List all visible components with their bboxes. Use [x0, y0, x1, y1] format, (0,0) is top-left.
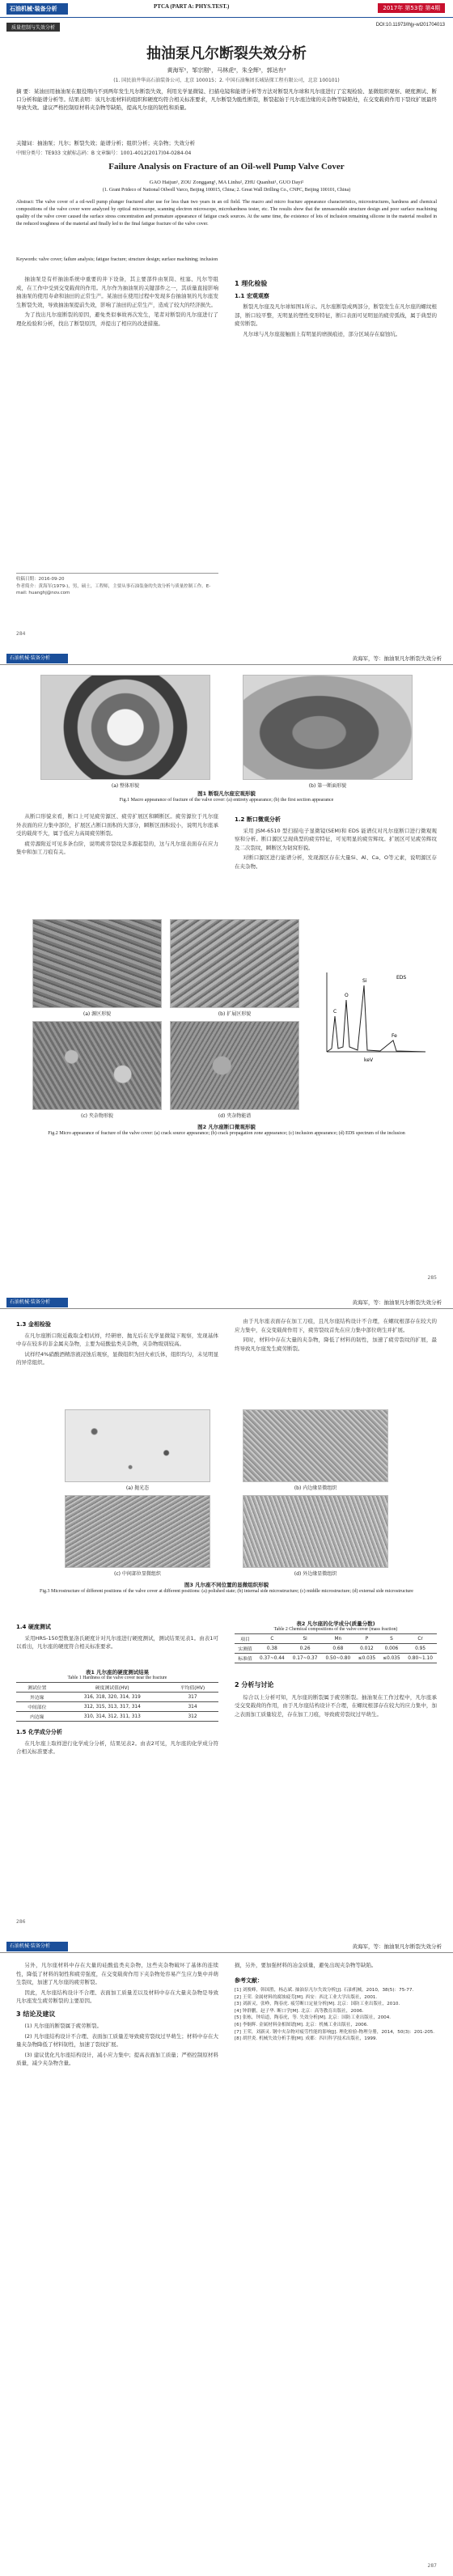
page-4: [0, 1932, 453, 2576]
eds-peak-label: O: [345, 993, 349, 998]
table-cell: 0.50~0.80: [321, 1654, 354, 1663]
body-right-column: [235, 1317, 437, 1354]
affiliations: (1. 国民油井华高石油装备公司，北京 100015；2. 中国石油集团长城钻探工程有限公司，北京 100101): [113, 78, 340, 83]
table-cell: 316, 318, 320, 314, 319: [58, 1693, 167, 1702]
journal-header: [0, 0, 453, 18]
table-header: 硬度测试值(HV): [58, 1683, 167, 1693]
journal-logo: 石油机械·装备分析: [6, 1942, 68, 1951]
table-title: 表2 凡尔座的化学成分(质量分数): [296, 1621, 375, 1627]
subcaption: (b) 第一断面形貌: [308, 783, 347, 789]
paragraph: 采用 JSM-6510 型扫描电子显微镜(SEM)和 EDS 能谱仪对凡尔座断口进行微观观察和分析。断口源区呈现典型的疲劳特征，可见明显的疲劳辉纹。扩展区可见疲劳辉纹及二次裂纹，瞬断区为韧窝形貌。: [235, 827, 437, 851]
reference-item: [6] 李炯辉. 金属材料金相图谱[M]. 北京：机械工业出版社，2006.: [235, 2022, 369, 2027]
paragraph: 同时，材料中存在大量的夹杂物，降低了材料的韧性，加速了疲劳裂纹的扩展，最终导致凡尔座发生疲劳断裂。: [235, 1337, 437, 1352]
journal-logo: 石油机械·装备分析: [6, 1298, 68, 1307]
figure-caption: 图3 凡尔座不同位置的显微组织形貌: [184, 1582, 269, 1588]
table-cell: 0.17~0.37: [289, 1654, 322, 1663]
subcaption: (b) 扩展区形貌: [218, 1011, 252, 1017]
paragraph: 由于凡尔座表面存在加工刀痕，且凡尔座结构设计不合理，在螺纹根部存在较大的应力集中，在交变载荷作用下，疲劳裂纹首先在应力集中部位萌生并扩展。: [235, 1318, 437, 1333]
table-title-en: Table 2 Chemical compositions of the valve cover (mass fraction): [273, 1627, 398, 1632]
micrograph-b: [243, 1409, 388, 1482]
subcaption: (d) 外边缘显微组织: [294, 1571, 337, 1577]
sem-image-c: [32, 1021, 162, 1110]
figure-1: [16, 675, 437, 804]
body-left-column-3: [16, 1725, 218, 1758]
table-cell: 0.95: [404, 1644, 437, 1654]
page-3: [0, 1288, 453, 1932]
paragraph: 损，另外，要加强材料的冶金质量，避免出现夹杂物等缺陷。: [235, 1962, 377, 1968]
journal-name: PTCA (PART A: PHYS.TEST.): [154, 3, 230, 10]
eds-peak-label: C: [333, 1009, 337, 1015]
table-cell: ≤0.035: [354, 1654, 379, 1663]
page-number: 286: [16, 1919, 26, 1925]
paragraph: 从断口形貌来看，断口上可见疲劳源区、疲劳扩展区和瞬断区。疲劳源位于凡尔座外表面的应力集中部位，扩展区占断口面积的大部分，瞬断区面积较小，说明凡尔座承受的载荷不大，属于低应力高周疲劳断裂。: [16, 813, 218, 837]
paragraph: 凡尔球与凡尔座接触面上有明显的磨损痕迹，部分区域存在腐蚀坑。: [243, 330, 401, 337]
sem-image-b: [170, 919, 299, 1008]
table-header-row: [235, 1634, 437, 1644]
subcaption: (a) 整体形貌: [111, 783, 140, 789]
conclusion-item: (2) 凡尔座结构设计不合理、表面加工质量差导致疲劳裂纹过早萌生；材料中存在大量夹杂物降低了材料韧性，加速了裂纹扩展。: [16, 2032, 218, 2048]
sem-image-a: [32, 919, 162, 1008]
table-row: [16, 1702, 218, 1712]
figure-caption-en: Fig.3 Microstructure of different positions of the valve cover at different positions: (a) polished state; (b) internal side microstructure; (c) middle microstructure; (d) external side microstructure: [40, 1589, 413, 1594]
paragraph: 试样经4%硝酸酒精溶液浸蚀后观察，显微组织为回火索氏体，组织均匀，未见明显的异常组织。: [16, 1350, 218, 1366]
table-header: Cr: [404, 1634, 437, 1644]
conclusion-item: (3) 建议优化凡尔座结构设计，减小应力集中；提高表面加工质量；严格控制原材料质量，减少夹杂物含量。: [16, 2051, 218, 2066]
reference-item: [4] 钟群鹏，赵子华. 断口学[M]. 北京：高等教育出版社，2006.: [235, 2008, 364, 2014]
body-right-column: [235, 1961, 437, 2043]
paragraph: 在凡尔座上取样进行化学成分分析，结果见表2。由表2可见，凡尔座的化学成分符合相关标准要求。: [16, 1739, 218, 1755]
table-header: Mn: [321, 1634, 354, 1644]
table-title-en: Table 1 Hardness of the valve cover near the fracture: [67, 1676, 167, 1680]
eds-peak-label: Fe: [392, 1033, 397, 1039]
paragraph: 抽油泵是有杆抽油系统中重要的井下设备，其主要部件由泵筒、柱塞、凡尔等组成，在工作中受到交变载荷的作用。凡尔作为抽油泵的关键部件之一，其质量直接影响抽油泵的使用寿命和油田的正常生产。某油田在使用过程中发现多台抽油泵的凡尔座发生断裂失效，导致抽油泵提前失效，影响了油田的正常生产，造成了较大的经济损失。: [16, 276, 218, 308]
journal-logo: 石油机械·装备分析: [6, 3, 68, 15]
reference-item: [8] 胡世炎. 机械失效分析手册[M]. 成都：四川科学技术出版社，1999.: [235, 2036, 378, 2042]
paragraph: 因此，凡尔座结构设计不合理、表面加工质量差以及材料中存在大量夹杂物是导致凡尔座发生疲劳断裂的主要原因。: [16, 1989, 218, 2004]
figure-caption-en: Fig.1 Macro appearance of fracture of the valve cover: (a) entirety appearance; (b) the first section appearance: [119, 798, 334, 803]
table-cell: ≤0.035: [379, 1654, 404, 1663]
authors: 黄海军¹，邹宗刚¹，马林虎²，朱全辉¹，郭达有²: [167, 67, 286, 74]
paragraph: 采用HRS-150型数显洛氏硬度计对凡尔座进行硬度测试，测试结果见表1。由表1可以看出，凡尔座的硬度符合相关标准要求。: [16, 1634, 218, 1650]
issue-badge: 2017年 第53卷 第4期: [378, 3, 445, 13]
fracture-photo-b: [243, 675, 413, 780]
eds-chart: [315, 968, 429, 1065]
body-right-column: [235, 812, 437, 872]
reference-item: [7] 王荣，刘新灵. 钢中夹杂物对疲劳性能的影响[J]. 理化检验-物理分册，2014，50(3)：201-205.: [235, 2029, 435, 2035]
table-cell: 0.006: [379, 1644, 404, 1654]
table-cell: 中间部位: [16, 1702, 58, 1712]
table-header: S: [379, 1634, 404, 1644]
page-number: 287: [427, 2563, 437, 2569]
table-row: [16, 1693, 218, 1702]
page-2: [0, 644, 453, 1288]
table-row: [235, 1644, 437, 1654]
title-en: Failure Analysis on Fracture of an Oil-well Pump Valve Cover: [108, 162, 345, 172]
footnote: 收稿日期：2016-09-20 作者简介：黄海军(1979-)，男，硕士，工程师，主要从事石油装备的失效分析与质量控制工作。E-mail: huanghj@nov.com: [16, 573, 218, 597]
body-left-column: [16, 1961, 218, 2070]
paragraph: 综合以上分析可知，凡尔座的断裂属于疲劳断裂。抽油泵在工作过程中，凡尔座承受交变载荷的作用，由于凡尔座结构设计不合理，在螺纹根部存在较大的应力集中，加之表面加工质量较差，存在加工刀痕，导致疲劳裂纹过早萌生。: [235, 1693, 437, 1718]
table-cell: 314: [167, 1702, 218, 1712]
figure-2: [16, 919, 437, 1259]
hardness-table: [16, 1682, 218, 1722]
table-header-row: [16, 1683, 218, 1693]
table-1: [16, 1668, 218, 1722]
table-header: Si: [289, 1634, 322, 1644]
subcaption: (a) 抛光态: [125, 1485, 150, 1491]
conclusion-item: (1) 凡尔座的断裂属于疲劳断裂。: [24, 2023, 103, 2029]
body-right-column: [235, 275, 437, 340]
eds-xlabel: keV: [364, 1057, 374, 1063]
body-left-column: [16, 1317, 218, 1369]
paragraph: 断裂凡尔座及凡尔球如图1所示。凡尔座断裂成两部分，断裂发生在凡尔座的螺纹根部，断口较平整，无明显的塑性变形特征，断口表面可见明显的疲劳弧线，属于典型的疲劳断裂。: [235, 303, 437, 327]
subcaption: (c) 中间部位显微组织: [114, 1571, 161, 1577]
reference-item: [2] 王荣. 金属材料的腐蚀疲劳[M]. 西安：西北工业大学出版社，2001.: [235, 1994, 378, 2000]
table-cell: 312: [167, 1712, 218, 1722]
authors-en: GAO Haijun¹, ZOU Zonggang¹, MA Linhu², ZHU Quanhui¹, GUO Dayi²: [149, 180, 304, 185]
subsection-heading: 1.3 金相检验: [16, 1321, 51, 1328]
table-row: [235, 1654, 437, 1663]
table-cell: 实测值: [235, 1644, 256, 1654]
eds-title: EDS: [396, 975, 407, 981]
figure-caption-en: Fig.2 Micro appearance of fracture of the valve cover: (a) crack source appearance; (b) crack propagation zone appearance; (c) inclusion appearance; (d) EDS spectrum of the inclusion: [48, 1131, 405, 1136]
page-number: 285: [427, 1275, 437, 1281]
table-header: C: [256, 1634, 289, 1644]
table-cell: 0.37~0.44: [256, 1654, 289, 1663]
subcaption: (d) 夹杂物能谱: [218, 1113, 252, 1119]
table-cell: 312, 315, 313, 317, 314: [58, 1702, 167, 1712]
section-heading: 1 理化检验: [235, 280, 268, 287]
table-cell: 0.26: [289, 1644, 322, 1654]
body-left-column: [16, 275, 218, 329]
subsection-heading: 1.5 化学成分分析: [16, 1729, 62, 1735]
composition-table: [235, 1633, 437, 1663]
paragraph: 为了找出凡尔座断裂的原因，避免类似事故再次发生，笔者对断裂的凡尔座进行了理化检验和分析，找出了断裂原因，并提出了相应的改进措施。: [16, 311, 218, 327]
micrograph-d: [243, 1495, 388, 1568]
subsection-heading: 1.2 断口微观分析: [235, 816, 281, 823]
journal-logo: 石油机械·装备分析: [6, 654, 68, 663]
reference-item: [1] 刘俊峰，韩国胜，杨志斌. 抽油泵凡尔失效分析[J]. 石油机械，2010，38(5)：75-77.: [235, 1988, 414, 1993]
paragraph: 在凡尔座断口附近截取金相试样，经研磨、抛光后在光学显微镜下观察，发现基体中存在较多的非金属夹杂物，主要为硅酸盐类夹杂物，夹杂物级别较高。: [16, 1332, 218, 1347]
subsection-heading: 1.4 硬度测试: [16, 1624, 51, 1630]
table-cell: 0.80~1.10: [404, 1654, 437, 1663]
paragraph: 对断口源区进行能谱分析，发现源区存在大量Si、Al、Ca、O等元素，说明源区存在夹杂物。: [235, 854, 437, 870]
running-head-text: 黄海军，等：抽油泵凡尔断裂失效分析: [352, 1943, 442, 1950]
table-header: P: [354, 1634, 379, 1644]
article-title: 抽油泵凡尔断裂失效分析: [146, 45, 307, 62]
running-head-text: 黄海军，等：抽油泵凡尔断裂失效分析: [352, 655, 442, 662]
section-heading: 2 分析与讨论: [235, 1681, 274, 1688]
table-cell: 标准值: [235, 1654, 256, 1663]
subcaption: (c) 夹杂物形貌: [81, 1113, 113, 1119]
table-cell: 317: [167, 1693, 218, 1702]
micrograph-a: [65, 1409, 210, 1482]
table-2: [235, 1620, 437, 1663]
running-header: [0, 1940, 453, 1953]
table-cell: 内边缘: [16, 1712, 58, 1722]
table-cell: 0.38: [256, 1644, 289, 1654]
subcaption: (a) 源区形貌: [83, 1011, 112, 1017]
abstract-zh: 摘 要：某油田用抽油泵在服役期内不到两年发生凡尔断裂失效，利用光学显微镜、扫描电镜和能谱分析等方法对断裂凡尔球和凡尔座进行了宏观检验、显微组织观察、硬度测试、断口分析和能谱分析等。结果表明：该凡尔座材料的组织和硬度均符合相关标准要求，凡尔断裂为脆性断裂，断裂起始于凡尔座边缘的夹杂物等缺陷处，在交变载荷作用下裂纹扩展最终导致失效。建议严格控制原材料夹杂物等缺陷，提高凡尔座的韧性和质量。: [16, 88, 437, 111]
page-1: [0, 0, 453, 644]
body-left-column-2: [16, 1620, 218, 1653]
table-header: 项目: [235, 1634, 256, 1644]
paragraph: 疲劳源附近可见多条台阶，说明疲劳裂纹是多源起裂的，这与凡尔座表面存在应力集中和加工刀痕有关。: [16, 840, 218, 855]
table-header: 测试位置: [16, 1683, 58, 1693]
figure-caption: 图2 凡尔座断口微观形貌: [197, 1124, 256, 1130]
section-tag: 质量控制与失效分析: [6, 23, 60, 32]
paragraph: 另外，凡尔座材料中存在大量的硅酸盐类夹杂物，这些夹杂物破坏了基体的连续性，降低了材料的韧性和疲劳强度，在交变载荷作用下夹杂物处容易产生应力集中并萌生裂纹，加速了凡尔座的疲劳断裂。: [16, 1962, 218, 1985]
section-heading: 3 结论及建议: [16, 2010, 56, 2018]
table-cell: 0.68: [321, 1644, 354, 1654]
running-head-text: 黄海军，等：抽油泵凡尔断裂失效分析: [352, 1299, 442, 1306]
table-cell: 0.012: [354, 1644, 379, 1654]
classification: 中图分类号：TE933 文献标志码：B 文章编号：1001-4012(2017)04-0284-04: [16, 150, 192, 156]
figure-caption: 图1 断裂凡尔座宏观形貌: [197, 790, 256, 797]
keywords-zh: 关键词：抽油泵；凡尔；断裂失效；能谱分析；组织分析；夹杂物；失效分析: [16, 140, 195, 146]
running-header: [0, 1296, 453, 1309]
table-cell: 310, 314, 312, 311, 313: [58, 1712, 167, 1722]
figure-3: [16, 1409, 437, 1612]
affiliations-en: (1. Grant Prideco of National Oilwell Varco, Beijing 100015, China; 2. Great Wall Drilling Co., CNPC, Beijing 100101, China): [102, 188, 351, 193]
page-number: 284: [16, 631, 26, 637]
sem-image-d: [170, 1021, 299, 1110]
running-header: [0, 652, 453, 665]
table-cell: 外边缘: [16, 1693, 58, 1702]
subcaption: (b) 内边缘显微组织: [294, 1485, 337, 1491]
doi: DOI:10.11973/lhjy-wl201704013: [375, 23, 445, 28]
table-row: [16, 1712, 218, 1722]
micrograph-c: [65, 1495, 210, 1568]
eds-spectrum: [315, 968, 429, 1065]
body-left-column: [16, 812, 218, 858]
reference-item: [5] 张栋，钟培道，陶春虎，等. 失效分析[M]. 北京：国防工业出版社，2004.: [235, 2015, 392, 2021]
fracture-photo-a: [40, 675, 210, 780]
keywords-en: Keywords: valve cover; failure analysis; fatigue fracture; structure design; surface machining; inclusion: [16, 257, 218, 262]
table-title: 表1 凡尔座的硬度测试结果: [85, 1669, 150, 1676]
body-right-column-2: [235, 1676, 437, 1720]
table-header: 平均值(HV): [167, 1683, 218, 1693]
abstract-en: Abstract: The valve cover of a oil-well pump plunger fractured after use for less than two years in an oil field. The macro and micro fracture appearance characteristics, microstructures, hardness and chemical compositions of the valve cover were analyzed by optical microscope, scanning electron microscope, microhardness tester, etc. The results show that the unreasonable structure design and poor surface machining quality of the valve cover caused the surface stress concentration and premature appearance of fatigue crack sources. At the same time, the existence of lots of inclusion remaining silicone in the material resulted in the reduced toughness of the material and finally led to the final fatigue fracture of the valve cover.: [16, 200, 437, 227]
reference-item: [3] 刘新灵，张峥，陶春虎. 疲劳断口定量分析[M]. 北京：国防工业出版社，2010.: [235, 2002, 400, 2007]
eds-peak-label: Si: [362, 978, 367, 984]
references-heading: 参考文献：: [235, 1976, 263, 1984]
subsection-heading: 1.1 宏观观察: [235, 292, 269, 299]
